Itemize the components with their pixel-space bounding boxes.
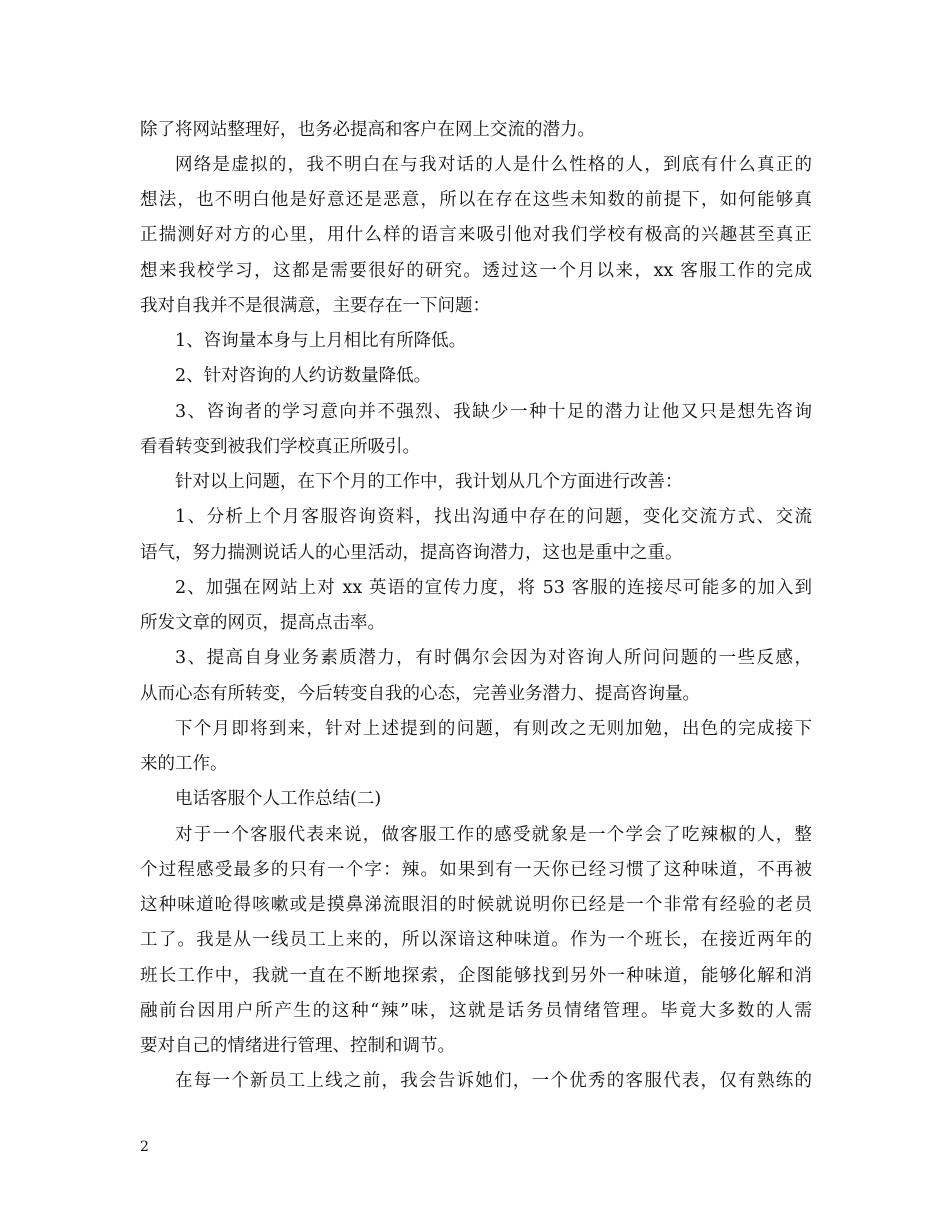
text-line: 我对自我并不是很满意，主要存在一下问题： xyxy=(140,296,490,316)
text-line: 从而心态有所转变，今后转变自我的心态，完善业务潜力、提高咨询量。 xyxy=(140,684,700,704)
text-line: 针对以上问题，在下个月的工作中，我计划从几个方面进行改善： xyxy=(175,472,683,492)
text-line: 来的工作。 xyxy=(140,754,228,774)
text-line: 正揣测好对方的心里，用什么样的语言来吸引他对我们学校有极高的兴趣甚至真正 xyxy=(140,225,812,245)
text-line: 网络是虚拟的，我不明白在与我对话的人是什么性格的人，到底有什么真正的 xyxy=(175,155,812,175)
text-line: 看看转变到被我们学校真正所吸引。 xyxy=(140,437,420,457)
text-line: 语气，努力揣测说话人的心里活动，提高咨询潜力，这也是重中之重。 xyxy=(140,543,683,563)
text-line: 2、加强在网站上对 xx 英语的宣传力度，将 53 客服的连接尽可能多的加入到 xyxy=(175,578,812,598)
text-line: 工了。我是从一线员工上来的，所以深谙这种味道。作为一个班长，在接近两年的 xyxy=(140,930,812,950)
text-line: 对于一个客服代表来说，做客服工作的感受就象是一个学会了吃辣椒的人，整 xyxy=(175,825,812,845)
page-number: 2 xyxy=(140,1139,149,1155)
text-line: 3、咨询者的学习意向并不强烈、我缺少一种十足的潜力让他又只是想先咨询 xyxy=(175,402,812,422)
text-line: 在每一个新员工上线之前，我会告诉她们，一个优秀的客服代表，仅有熟练的 xyxy=(175,1071,812,1091)
text-line: 要对自己的情绪进行管理、控制和调节。 xyxy=(140,1036,455,1056)
text-line: 2、针对咨询的人约访数量降低。 xyxy=(175,366,432,386)
text-line: 班长工作中，我就一直在不断地探索，企图能够找到另外一种味道，能够化解和消 xyxy=(140,966,812,986)
text-line: 融前台因用户所产生的这种“辣”味，这就是话务员情绪管理。毕竟大多数的人需 xyxy=(140,1001,812,1021)
text-line: 1、咨询量本身与上月相比有所降低。 xyxy=(175,331,467,351)
text-line: 个过程感受最多的只有一个字：辣。如果到有一天你已经习惯了这种味道，不再被 xyxy=(140,860,812,880)
text-line: 1、分析上个月客服咨询资料，找出沟通中存在的问题，变化交流方式、交流 xyxy=(175,507,812,527)
text-line: 除了将网站整理好，也务必提高和客户在网上交流的潜力。 xyxy=(140,120,595,140)
text-line: 这种味道呛得咳嗽或是摸鼻涕流眼泪的时候就说明你已经是一个非常有经验的老员 xyxy=(140,895,812,915)
text-line: 想法，也不明白他是好意还是恶意，所以在存在这些未知数的前提下，如何能够真 xyxy=(140,190,812,210)
text-line: 所发文章的网页，提高点击率。 xyxy=(140,613,385,633)
text-line: 3、提高自身业务素质潜力，有时偶尔会因为对咨询人所问问题的一些反感， xyxy=(175,648,812,668)
text-line: 想来我校学习，这都是需要很好的研究。透过这一个月以来，xx 客服工作的完成 xyxy=(140,261,812,281)
section-heading: 电话客服个人工作总结(二) xyxy=(175,789,382,809)
text-line: 下个月即将到来，针对上述提到的问题，有则改之无则加勉，出色的完成接下 xyxy=(175,719,812,739)
